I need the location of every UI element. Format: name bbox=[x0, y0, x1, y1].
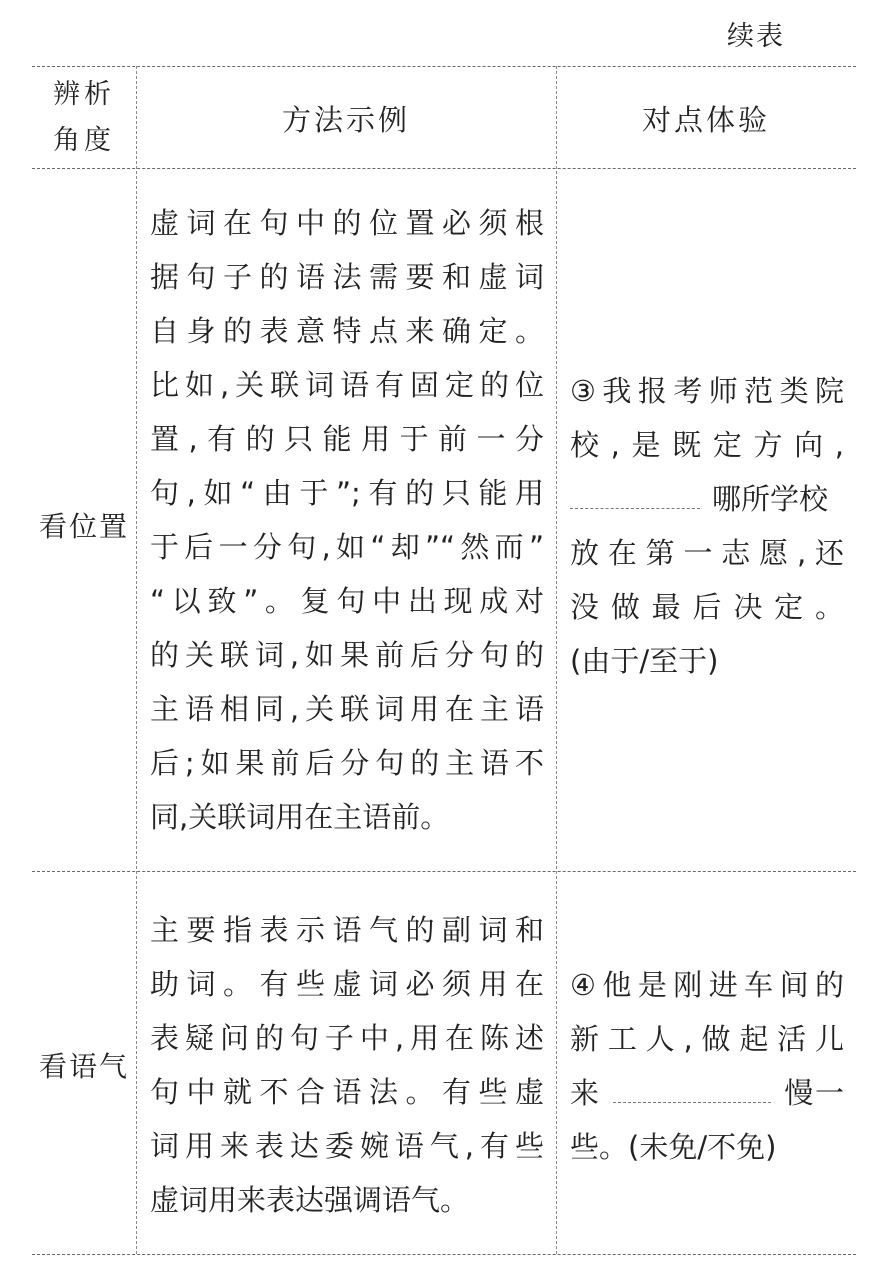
practice-line: 新工人,做起活儿 bbox=[570, 1022, 844, 1056]
header-divider bbox=[32, 168, 856, 169]
method-line: 比如,关联词语有固定的位 bbox=[150, 368, 544, 402]
header-practice: 对点体验 bbox=[641, 102, 770, 137]
practice-line: 没做最后决定。 bbox=[570, 590, 844, 624]
method-line: 主语相同,关联词用在主语 bbox=[150, 692, 544, 726]
table-bottom-rule bbox=[32, 1254, 856, 1255]
practice-line: ③我报考师范类院 bbox=[570, 374, 844, 408]
method-text-position bbox=[136, 196, 556, 844]
practice-options: 些。(未免/不免) bbox=[570, 1130, 777, 1164]
row-label-position: 看位置 bbox=[38, 510, 129, 543]
method-line: 同,关联词用在主语前。 bbox=[150, 800, 450, 834]
table-top-rule bbox=[32, 66, 856, 67]
practice-line-tail: 慢一 bbox=[782, 1076, 844, 1110]
method-line: 虚词在句中的位置必须根 bbox=[150, 206, 544, 240]
practice-line-head: 来 bbox=[570, 1076, 601, 1110]
header-method: 方法示例 bbox=[281, 102, 410, 137]
method-line: 句中就不合语法。有些虚 bbox=[150, 1075, 544, 1109]
method-line: 据句子的语法需要和虚词 bbox=[150, 260, 544, 294]
practice-text-tone bbox=[556, 958, 856, 1174]
answer-blank[interactable] bbox=[570, 478, 700, 509]
header-angle-line2: 角度 bbox=[53, 125, 115, 156]
method-line: 词用来表达委婉语气,有些 bbox=[150, 1129, 544, 1163]
method-line: “以致”。复句中出现成对 bbox=[150, 584, 544, 618]
row-label-tone: 看语气 bbox=[38, 1050, 129, 1083]
method-line: 虚词用来表达强调语气。 bbox=[150, 1183, 470, 1217]
header-angle bbox=[32, 70, 136, 166]
method-line: 于后一分句,如“却”“然而” bbox=[150, 530, 544, 564]
method-text-tone bbox=[136, 903, 556, 1227]
method-line: 的关联词,如果前后分句的 bbox=[150, 638, 544, 672]
row-divider bbox=[32, 871, 856, 872]
answer-blank[interactable] bbox=[613, 1072, 771, 1103]
practice-line-tail: 哪所学校 bbox=[712, 482, 829, 516]
method-line: 主要指表示语气的副词和 bbox=[150, 913, 544, 947]
method-line: 自身的表意特点来确定。 bbox=[150, 314, 544, 348]
header-angle-line1: 辨析 bbox=[53, 79, 115, 110]
method-line: 句,如“由于”;有的只能用 bbox=[150, 476, 544, 510]
practice-line: 校,是既定方向, bbox=[570, 428, 844, 462]
continued-table-caption: 续表 bbox=[727, 21, 785, 52]
method-line: 助词。有些虚词必须用在 bbox=[150, 967, 544, 1001]
practice-line-with-blank bbox=[570, 472, 844, 526]
practice-text-position bbox=[556, 364, 856, 688]
method-line: 表疑问的句子中,用在陈述 bbox=[150, 1021, 544, 1055]
practice-line: 放在第一志愿,还 bbox=[570, 536, 844, 570]
practice-line: ④他是刚进车间的 bbox=[570, 968, 844, 1002]
method-line: 置,有的只能用于前一分 bbox=[150, 422, 544, 456]
practice-options: (由于/至于) bbox=[570, 644, 719, 678]
method-line: 后;如果前后分句的主语不 bbox=[150, 746, 544, 780]
practice-line-with-blank bbox=[570, 1066, 844, 1120]
